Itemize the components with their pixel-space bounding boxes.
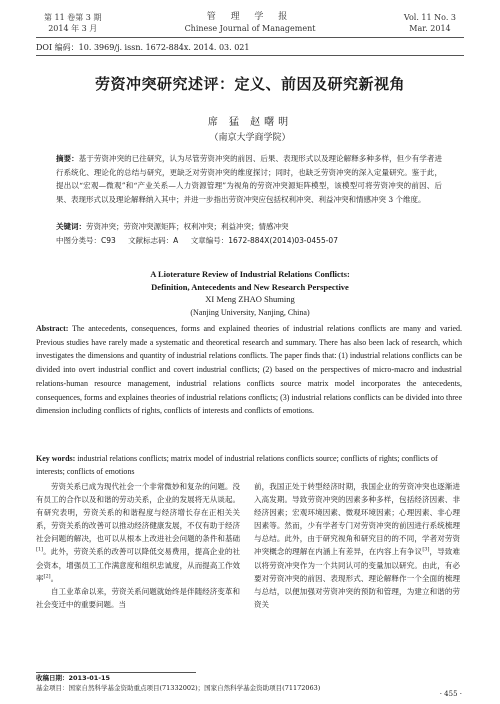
keywords-en-label: Key words: [36, 454, 76, 463]
abstract-cn [56, 152, 442, 206]
english-title-line2: Definition, Antecedents and New Research Perspective [151, 282, 349, 292]
header-date-en: Mar. 2014 [409, 24, 451, 33]
footnote-fund [36, 684, 464, 693]
fund-text: 基金项目：国家自然科学基金资助重点项目(71332002)；国家自然科学基金资助项目(71172063) [36, 684, 321, 692]
received-date: 收稿日期：2013-01-15 [36, 674, 111, 682]
page-number: · 455 · [439, 690, 462, 698]
body-text: 。 [50, 573, 59, 583]
header-volume-en: Vol. 11 No. 3 [403, 13, 456, 22]
running-header [44, 8, 456, 38]
keywords-cn-label: 关键词： [56, 222, 86, 231]
keywords-cn-text: 劳资冲突；劳资冲突源矩阵；权利冲突；利益冲突；情感冲突 [86, 222, 289, 231]
clc-number: 中图分类号：C93 [56, 236, 116, 245]
body-paragraph: 自工业革命以来，劳资关系问题就始终是伴随经济变革和社会变迁中的重要问题。当 [36, 586, 240, 609]
journal-title-cn: 管 理 学 报 [206, 12, 294, 22]
header-journal [44, 12, 456, 34]
keywords-en [36, 452, 462, 478]
keywords-en-text: industrial relations conflicts; matrix model of industrial relations conflicts source; conflicts of rights; conflicts of interests; conflicts of emotions [36, 454, 438, 476]
abstract-en-text: The antecedents, consequences, forms and explained theories of industrial relations conflicts are many and varied. Previous studies have rarely made a systematic and theoretical research and summary. There has also been lack of research, which investigates the dimensions and quantity of industrial relations conflicts. The paper finds that: (1) industrial relations conflicts can be divided into overt industrial conflict and covert industrial conflicts; (2) based on the perspectives of micro-macro and industrial relations-human resource management, industrial relations conflicts source matrix model incorporates the antecedents, consequences, forms and explaines theories of industrial relations conflicts; (3) industrial relations conflicts can be divided into three dimension including conflicts of rights, conflicts of interests and conflicts of emotions. [36, 324, 462, 416]
body-paragraph [36, 480, 240, 585]
header-volume: 第 11 卷第 3 期 [44, 13, 102, 22]
classification-line [56, 235, 460, 246]
abstract-en-label: Abstract: [36, 324, 69, 333]
body-text: 劳资关系已成为现代社会一个非常微妙和复杂的问题。没有员工的合作以及和谐的劳动关系，企业的发展将无从谈起。有研究表明，劳资关系的和谐程度与经济增长存在正相关关系，劳资关系的改善可以推动经济健康发展，不仅有助于经济社会问题的解决，也可以从根本上改进社会问题的条件和基础 [36, 482, 240, 544]
english-affiliation: (Nanjing University, Nanjing, China) [190, 308, 310, 317]
keywords-cn [56, 221, 460, 232]
article-number: 文章编号：1672-884X(2014)03-0455-07 [190, 236, 338, 245]
header-date: 2014 年 3 月 [48, 24, 98, 33]
body-column-left [36, 480, 240, 611]
body-paragraph [254, 480, 460, 611]
journal-title-en: Chinese Journal of Management [184, 24, 316, 33]
citation: [1] [36, 546, 44, 553]
body-text: 前，我国正处于转型经济时期，我国企业的劳资冲突也逐渐进入高发期。导致劳资冲突的因素多种多样，包括经济因素、非经济因素；宏观环境因素、微观环境因素；心理因素、非心理因素等。然而，少有学者专门对劳资冲突的前因进行系统梳理与总结。此外，由于研究视角和研究目的的不同，学者对劳资冲突概念的理解在内涵上有差异，在内容上有争议 [254, 482, 460, 557]
header-rule [36, 37, 464, 38]
header-issue-en [404, 12, 456, 34]
body-column-right [254, 480, 460, 611]
doi-rule [36, 55, 464, 56]
citation: [2] [43, 573, 51, 580]
document-code: 文献标志码：A [128, 236, 179, 245]
citation: [3] [422, 546, 430, 553]
abstract-en [36, 322, 462, 418]
body-text: 。此外，劳资关系的改善可以降低交易费用，提高企业的社会资本，增强员工工作满意度和组织忠诚度，从而提高工作效率 [36, 547, 240, 583]
footnote-rule [36, 672, 196, 673]
abstract-cn-label: 摘要： [56, 154, 79, 163]
footnote-received [36, 674, 464, 683]
abstract-cn-text: 基于劳资冲突的已往研究，认为尽管劳资冲突的前因、后果、表现形式以及理论解释多种多样，但少有学者进行系统化、理论化的总结与研究，更缺乏对劳资冲突的维度探讨；同时，也缺乏劳资冲突的深入定量研究。鉴于此，提出以“宏观—微观”和“产业关系—人力资源管理”为视角的劳资冲突源矩阵模型，该模型可将劳资冲突的前因、后果、表现形式以及理论解释纳入其中；并进一步指出劳资冲突应包括权利冲突、利益冲突和情感冲突 3 个维度。 [56, 154, 443, 204]
paper-affiliation: （南京大学商学院） [209, 133, 291, 143]
body-text: ，导致难以将劳资冲突作为一个共同认可的变量加以研究。由此，有必要对劳资冲突的前因、表现形式、理论解释作一个全面的梳理与总结，以便加强对劳资冲突的预防和管理，为建立和谐的劳资关 [254, 547, 461, 609]
english-title [0, 268, 500, 294]
english-title-line1: A Lioterature Review of Industrial Relations Conflicts: [150, 269, 350, 279]
english-authors: XI Meng ZHAO Shuming [205, 294, 295, 304]
doi-line: DOI 编码：10. 3969/j. issn. 1672-884x. 2014. 03. 021 [36, 43, 250, 52]
paper-title: 劳资冲突研究述评：定义、前因及研究新视角 [94, 75, 405, 93]
paper-authors: 席 猛 赵曙明 [207, 117, 293, 128]
